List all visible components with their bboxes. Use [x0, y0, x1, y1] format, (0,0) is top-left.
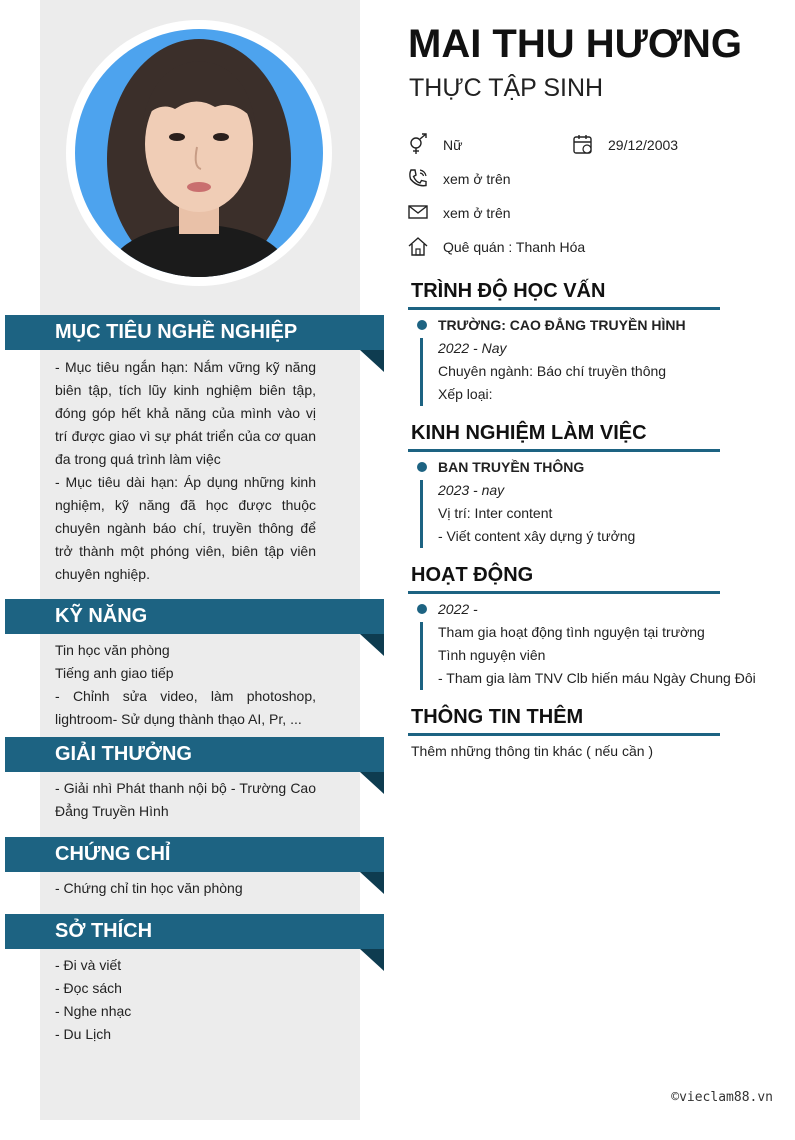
education-rank: Xếp loại: — [438, 386, 493, 402]
certificates-fold — [360, 872, 384, 894]
skill-item: Tin học văn phòng — [55, 642, 170, 658]
education-org: TRƯỜNG: CAO ĐẲNG TRUYỀN HÌNH — [438, 317, 686, 333]
awards-fold — [360, 772, 384, 794]
education-bullet — [417, 320, 427, 330]
objective-fold — [360, 350, 384, 372]
experience-period: 2023 - nay — [438, 482, 505, 498]
profile-photo — [75, 29, 323, 277]
experience-timeline — [420, 480, 423, 548]
candidate-name: MAI THU HƯƠNG — [408, 22, 742, 66]
education-divider — [408, 307, 720, 310]
objective-header — [5, 315, 384, 350]
avatar — [66, 20, 332, 286]
activities-period: 2022 - — [438, 601, 478, 617]
gender-value: Nữ — [443, 137, 463, 153]
hobby-item: - Đi và viết — [55, 957, 122, 973]
activities-line: - Tham gia làm TNV Clb hiến máu Ngày Chung Đôi — [438, 670, 756, 686]
activities-bullet — [417, 604, 427, 614]
gender-icon — [407, 133, 429, 155]
experience-detail: - Viết content xây dựng ý tưởng — [438, 528, 636, 544]
birthdate-value: 29/12/2003 — [608, 137, 679, 153]
activities-timeline — [420, 622, 423, 690]
activities-line: Tình nguyện viên — [438, 647, 546, 663]
experience-divider — [408, 449, 720, 452]
education-title: TRÌNH ĐỘ HỌC VẤN — [411, 280, 606, 302]
email-icon — [407, 201, 429, 223]
education-period: 2022 - Nay — [438, 340, 507, 356]
activities-line: Tham gia hoạt động tình nguyện tại trường — [438, 624, 705, 640]
certificates-text: - Chứng chỉ tin học văn phòng — [55, 880, 243, 896]
skills-title: KỸ NĂNG — [55, 605, 148, 627]
awards-header — [5, 737, 384, 772]
phone-icon — [407, 167, 429, 189]
skills-fold — [360, 634, 384, 656]
extra-divider — [408, 733, 720, 736]
objective-title: MỤC TIÊU NGHỀ NGHIỆP — [55, 321, 298, 343]
email-value: xem ở trên — [443, 205, 511, 221]
extra-title: THÔNG TIN THÊM — [411, 706, 584, 728]
skill-item: Tiếng anh giao tiếp — [55, 665, 174, 681]
hometown-value: Quê quán : Thanh Hóa — [443, 239, 586, 255]
hobbies-list — [55, 954, 316, 1046]
education-timeline — [420, 338, 423, 406]
skills-list — [55, 639, 316, 731]
candidate-role: THỰC TẬP SINH — [409, 74, 604, 102]
hobby-item: - Du Lịch — [55, 1026, 112, 1042]
activities-title: HOẠT ĐỘNG — [411, 564, 534, 586]
footer-watermark: ©vieclam88.vn — [671, 1090, 773, 1105]
certificates-title: CHỨNG CHỈ — [55, 843, 171, 865]
objective-long-term: - Mục tiêu dài hạn: Áp dụng những kinh nghiệm, kỹ năng đã học được thuộc chuyên ngành báo chí, truyền thông để trở thành một phóng viên, biên tập viên chuyên nghiệp. — [55, 474, 316, 582]
experience-bullet — [417, 462, 427, 472]
objective-text — [55, 356, 316, 586]
phone-value: xem ở trên — [443, 171, 511, 187]
activities-divider — [408, 591, 720, 594]
hobby-item: - Nghe nhạc — [55, 1003, 132, 1019]
skills-header — [5, 599, 384, 634]
objective-short-term: - Mục tiêu ngắn hạn: Nắm vững kỹ năng biên tập, tích lũy kinh nghiệm biên tập, đóng góp hết khả năng của mình vào vị trí được giao vì sự phát triển của cơ quan đa trong quá trình làm việc — [55, 359, 316, 467]
experience-position: Vị trí: Inter content — [438, 505, 553, 521]
hobbies-header — [5, 914, 384, 949]
experience-org: BAN TRUYỀN THÔNG — [438, 459, 585, 475]
calendar-icon — [572, 133, 594, 155]
hobbies-title: SỞ THÍCH — [55, 920, 153, 942]
education-major: Chuyên ngành: Báo chí truyền thông — [438, 363, 667, 379]
awards-text: - Giải nhì Phát thanh nội bộ - Trường Cao Đẳng Truyền Hình — [55, 780, 316, 819]
hobby-item: - Đọc sách — [55, 980, 122, 996]
home-icon — [407, 235, 429, 257]
hobbies-fold — [360, 949, 384, 971]
awards-title: GIẢI THƯỞNG — [55, 743, 192, 765]
extra-text: Thêm những thông tin khác ( nếu cần ) — [411, 743, 654, 759]
skill-item: - Chỉnh sửa video, làm photoshop, lightroom- Sử dụng thành thạo AI, Pr, ... — [55, 688, 316, 727]
certificates-header — [5, 837, 384, 872]
experience-title: KINH NGHIỆM LÀM VIỆC — [411, 422, 647, 444]
